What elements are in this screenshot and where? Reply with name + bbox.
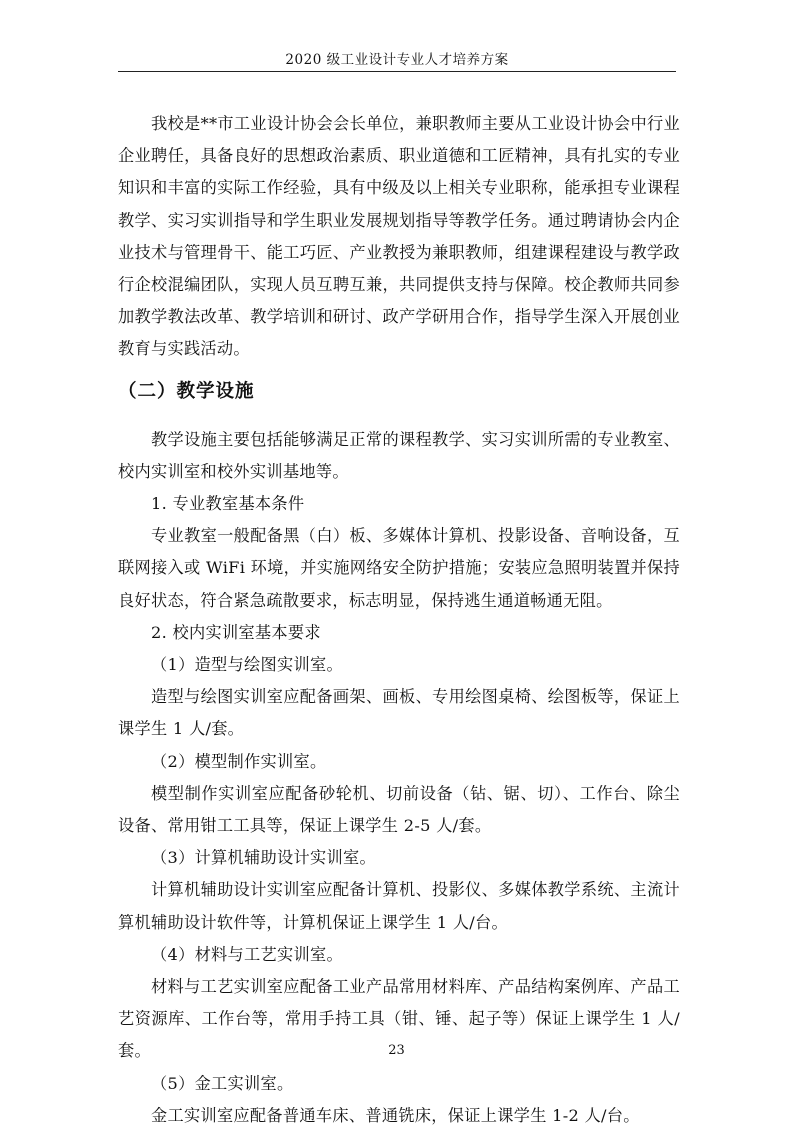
lab2-title: （2）模型制作实训室。 — [151, 751, 327, 771]
item1-text: 专业教室一般配备黑（白）板、多媒体计算机、投影设备、音响设备，互联网接入或 WiFi 环境，并实施网络安全防护措施；安装应急照明装置并保持良好状态，符合紧急疏散要求，标志明显，保持逃生通道畅通无阻。 — [118, 526, 680, 610]
lab5-title: （5）金工实训室。 — [151, 1073, 294, 1093]
lab2-text: 模型制作实训室应配备砂轮机、切前设备（钻、锯、切）、工作台、除尘设备、常用钳工工具等，保证上课学生 2-5 人/套。 — [118, 783, 680, 836]
lab3-title: （3）计算机辅助设计实训室。 — [151, 848, 376, 868]
header-rule — [118, 71, 676, 72]
lab1-text: 造型与绘图实训室应配备画架、画板、专用绘图桌椅、绘图板等，保证上课学生 1 人/套。 — [118, 687, 680, 739]
lab1-title: （1）造型与绘图实训室。 — [151, 655, 343, 675]
section-heading: （二）教学设施 — [118, 380, 255, 402]
lab3-text: 计算机辅助设计实训室应配备计算机、投影仪、多媒体教学系统、主流计算机辅助设计软件等，计算机保证上课学生 1 人/台。 — [118, 880, 680, 932]
item1-title: 1. 专业教室基本条件 — [151, 494, 305, 514]
page-number: 23 — [388, 1043, 405, 1058]
page-body — [118, 108, 680, 1132]
overview-paragraph: 教学设施主要包括能够满足正常的课程教学、实习实训所需的专业教室、校内实训室和校外实训基地等。 — [118, 429, 680, 481]
item2-title: 2. 校内实训室基本要求 — [151, 622, 321, 642]
lab4-title: （4）材料与工艺实训室。 — [151, 944, 343, 964]
lab4-text: 材料与工艺实训室应配备工业产品常用材料库、产品结构案例库、产品工艺资源库、工作台等，常用手持工具（钳、锤、起子等）保证上课学生 1 人/套。 — [118, 977, 680, 1061]
lab5-text: 金工实训室应配备普通车床、普通铣床，保证上课学生 1-2 人/台。 — [151, 1105, 640, 1125]
intro-paragraph: 我校是**市工业设计协会会长单位，兼职教师主要从工业设计协会中行业企业聘任，具备良好的思想政治素质、职业道德和工匠精神，具有扎实的专业知识和丰富的实际工作经验，具有中级及以上相关专业职称，能承担专业课程教学、实习实训指导和学生职业发展规划指导等教学任务。通过聘请协会内企业技术与管理骨干、能工巧匠、产业教授为兼职教师，组建课程建设与教学政行企校混编团队，实现人员互聘互兼，共同提供支持与保障。校企教师共同参加教学教法改革、教学培训和研讨、政产学研用合作，指导学生深入开展创业教育与实践活动。 — [118, 114, 680, 359]
running-header: 2020 级工业设计专业人才培养方案 — [285, 52, 509, 68]
